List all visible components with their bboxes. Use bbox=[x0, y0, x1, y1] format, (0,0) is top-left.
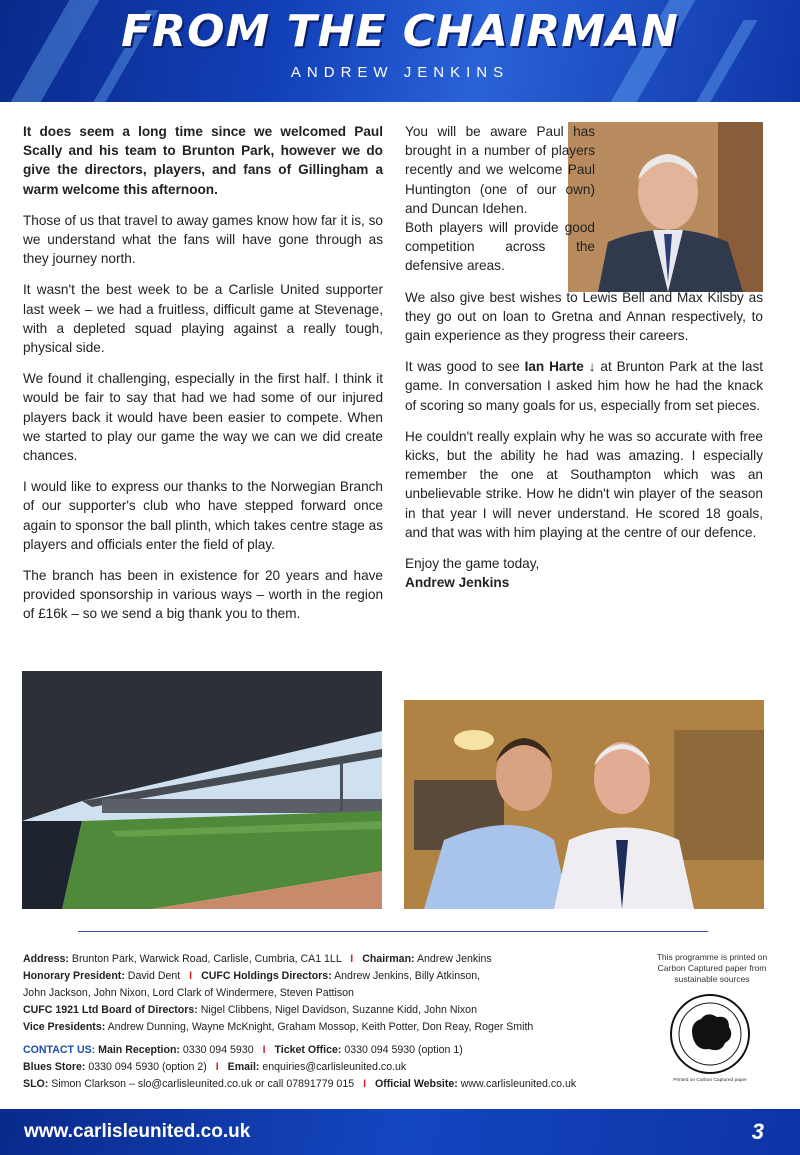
harte-jenkins-photo bbox=[404, 700, 764, 909]
separator: I bbox=[215, 1061, 219, 1073]
board-label: CUFC 1921 Ltd Board of Directors: bbox=[23, 1004, 198, 1016]
right-column bbox=[405, 122, 763, 604]
email-label: Email: bbox=[227, 1061, 260, 1073]
info-line bbox=[23, 968, 643, 985]
arrow-down-icon: ↓ bbox=[583, 359, 596, 375]
separator: I bbox=[262, 1044, 266, 1056]
chairman-value: Andrew Jenkins bbox=[416, 953, 492, 965]
separator: I bbox=[189, 970, 193, 982]
signature: Andrew Jenkins bbox=[405, 575, 510, 591]
paragraph: I would like to express our thanks to the Norwegian Branch of our supporter's club who have stepped forward once again to sponsor the ball plinth, which takes centre stage as players and officials enter the field of play. bbox=[23, 479, 383, 552]
player-name-link[interactable]: Ian Harte bbox=[524, 359, 584, 375]
paragraph-text: It was good to see bbox=[405, 359, 525, 375]
info-line bbox=[23, 1002, 643, 1019]
paragraph-wrapped: You will be aware Paul has brought in a number of players recently and we welcome Paul Huntington (one of our own) and Duncan Idehen. bbox=[405, 124, 595, 216]
ticket-office-label: Ticket Office: bbox=[274, 1044, 342, 1056]
club-info bbox=[23, 951, 643, 1093]
board-value: Nigel Clibbens, Nigel Davidson, Suzanne Kidd, John Nixon bbox=[200, 1004, 477, 1016]
email-link[interactable]: enquiries@carlisleunited.co.uk bbox=[262, 1061, 407, 1073]
page-header bbox=[0, 0, 800, 102]
info-line bbox=[23, 1076, 643, 1093]
slo-value[interactable]: Simon Clarkson – slo@carlisleunited.co.uk or call 07891779 015 bbox=[51, 1078, 355, 1090]
footer-website-link[interactable]: www.carlisleunited.co.uk bbox=[24, 1121, 251, 1142]
stadium-illustration bbox=[22, 671, 382, 909]
paragraph: Those of us that travel to away games know how far it is, so we understand what the fans will have gone through as they journey north. bbox=[23, 212, 383, 267]
paragraph: He couldn't really explain why he was so accurate with free kicks, but the ability he had was amazing. I especially remember the one at Southampton which was an unbelievable strike. How he didn't win player of the season in that year I will never understand. He scored 18 goals, and that was with him playing at the centre of our defence. bbox=[405, 428, 763, 540]
badge-caption: Printed on Carbon Captured paper bbox=[673, 1078, 747, 1083]
holdings-directors-value: Andrew Jenkins, Billy Atkinson, bbox=[334, 970, 481, 982]
slo-label: SLO: bbox=[23, 1078, 49, 1090]
separator: I bbox=[363, 1078, 367, 1090]
signoff: Enjoy the game today, bbox=[405, 556, 540, 572]
paragraph bbox=[405, 357, 763, 415]
stadium-photo bbox=[22, 671, 382, 909]
paragraph-wrapped-cont: Both players will provide good competition across the defensive areas. bbox=[405, 220, 595, 274]
vice-presidents-label: Vice Presidents: bbox=[23, 1021, 106, 1033]
carbon-captured-badge-icon bbox=[667, 993, 753, 1085]
honorary-president-value: David Dent bbox=[127, 970, 181, 982]
address-label: Address: bbox=[23, 953, 69, 965]
info-line bbox=[23, 1042, 643, 1059]
separator: I bbox=[350, 953, 354, 965]
contact-us-label: CONTACT US: bbox=[23, 1044, 96, 1056]
info-line bbox=[23, 985, 643, 1002]
lead-paragraph: It does seem a long time since we welcomed Paul Scally and his team to Brunton Park, however we do give the directors, players, and fans of Gillingham a warm welcome this afternoon. bbox=[23, 124, 383, 197]
address-value: Brunton Park, Warwick Road, Carlisle, Cumbria, CA1 1LL bbox=[71, 953, 342, 965]
page-footer bbox=[0, 1109, 800, 1155]
reception-phone[interactable]: 0330 094 5930 bbox=[182, 1044, 254, 1056]
holdings-directors-label: CUFC Holdings Directors: bbox=[201, 970, 332, 982]
paragraph: The branch has been in existence for 20 years and have provided sponsorship in various ways – worth in the region of £16k – so we send a big thank you to them. bbox=[23, 568, 383, 622]
paragraph: We also give best wishes to Lewis Bell and Max Kilsby as they go out on loan to Gretna and Annan respectively, to gain experience as they progress their careers. bbox=[405, 289, 763, 344]
blues-store-label: Blues Store: bbox=[23, 1061, 86, 1073]
page-subtitle: ANDREW JENKINS bbox=[290, 64, 510, 81]
vice-presidents-value: Andrew Dunning, Wayne McKnight, Graham Mossop, Keith Potter, Don Reay, Roger Smith bbox=[107, 1021, 534, 1033]
page-title: FROM THE CHAIRMAN bbox=[121, 6, 679, 57]
paragraph-text: at Brunton Park at the last game. In conversation I asked him how he had the knack of scoring so many goals for us, especially from set pieces. bbox=[405, 359, 764, 413]
paragraph: We found it challenging, especially in the first half. I think it would be fair to say that had we had some of our injured players back it would have been easier to compete. When we started to play our game the way we can we did create chances. bbox=[23, 371, 383, 464]
paragraph: It wasn't the best week to be a Carlisle United supporter last week – we had a fruitless, difficult game at Stevenage, with a depleted squad playing against a really tough, physical side. bbox=[23, 282, 383, 356]
divider bbox=[78, 931, 708, 932]
reception-label: Main Reception: bbox=[98, 1044, 180, 1056]
chairman-label: Chairman: bbox=[362, 953, 415, 965]
ticket-office-phone[interactable]: 0330 094 5930 (option 1) bbox=[344, 1044, 463, 1056]
left-column bbox=[23, 122, 383, 636]
carbon-note: This programme is printed on Carbon Captured paper from sustainable sources bbox=[656, 952, 768, 984]
honorary-president-label: Honorary President: bbox=[23, 970, 125, 982]
duo-illustration bbox=[404, 700, 764, 909]
info-line bbox=[23, 1059, 643, 1076]
info-line bbox=[23, 1019, 643, 1036]
info-line bbox=[23, 951, 643, 968]
website-label: Official Website: bbox=[374, 1078, 458, 1090]
blues-store-phone[interactable]: 0330 094 5930 (option 2) bbox=[88, 1061, 207, 1073]
page-number: 3 bbox=[751, 1119, 764, 1144]
holdings-directors-cont: John Jackson, John Nixon, Lord Clark of Windermere, Steven Pattison bbox=[23, 987, 354, 999]
website-link[interactable]: www.carlisleunited.co.uk bbox=[460, 1078, 577, 1090]
